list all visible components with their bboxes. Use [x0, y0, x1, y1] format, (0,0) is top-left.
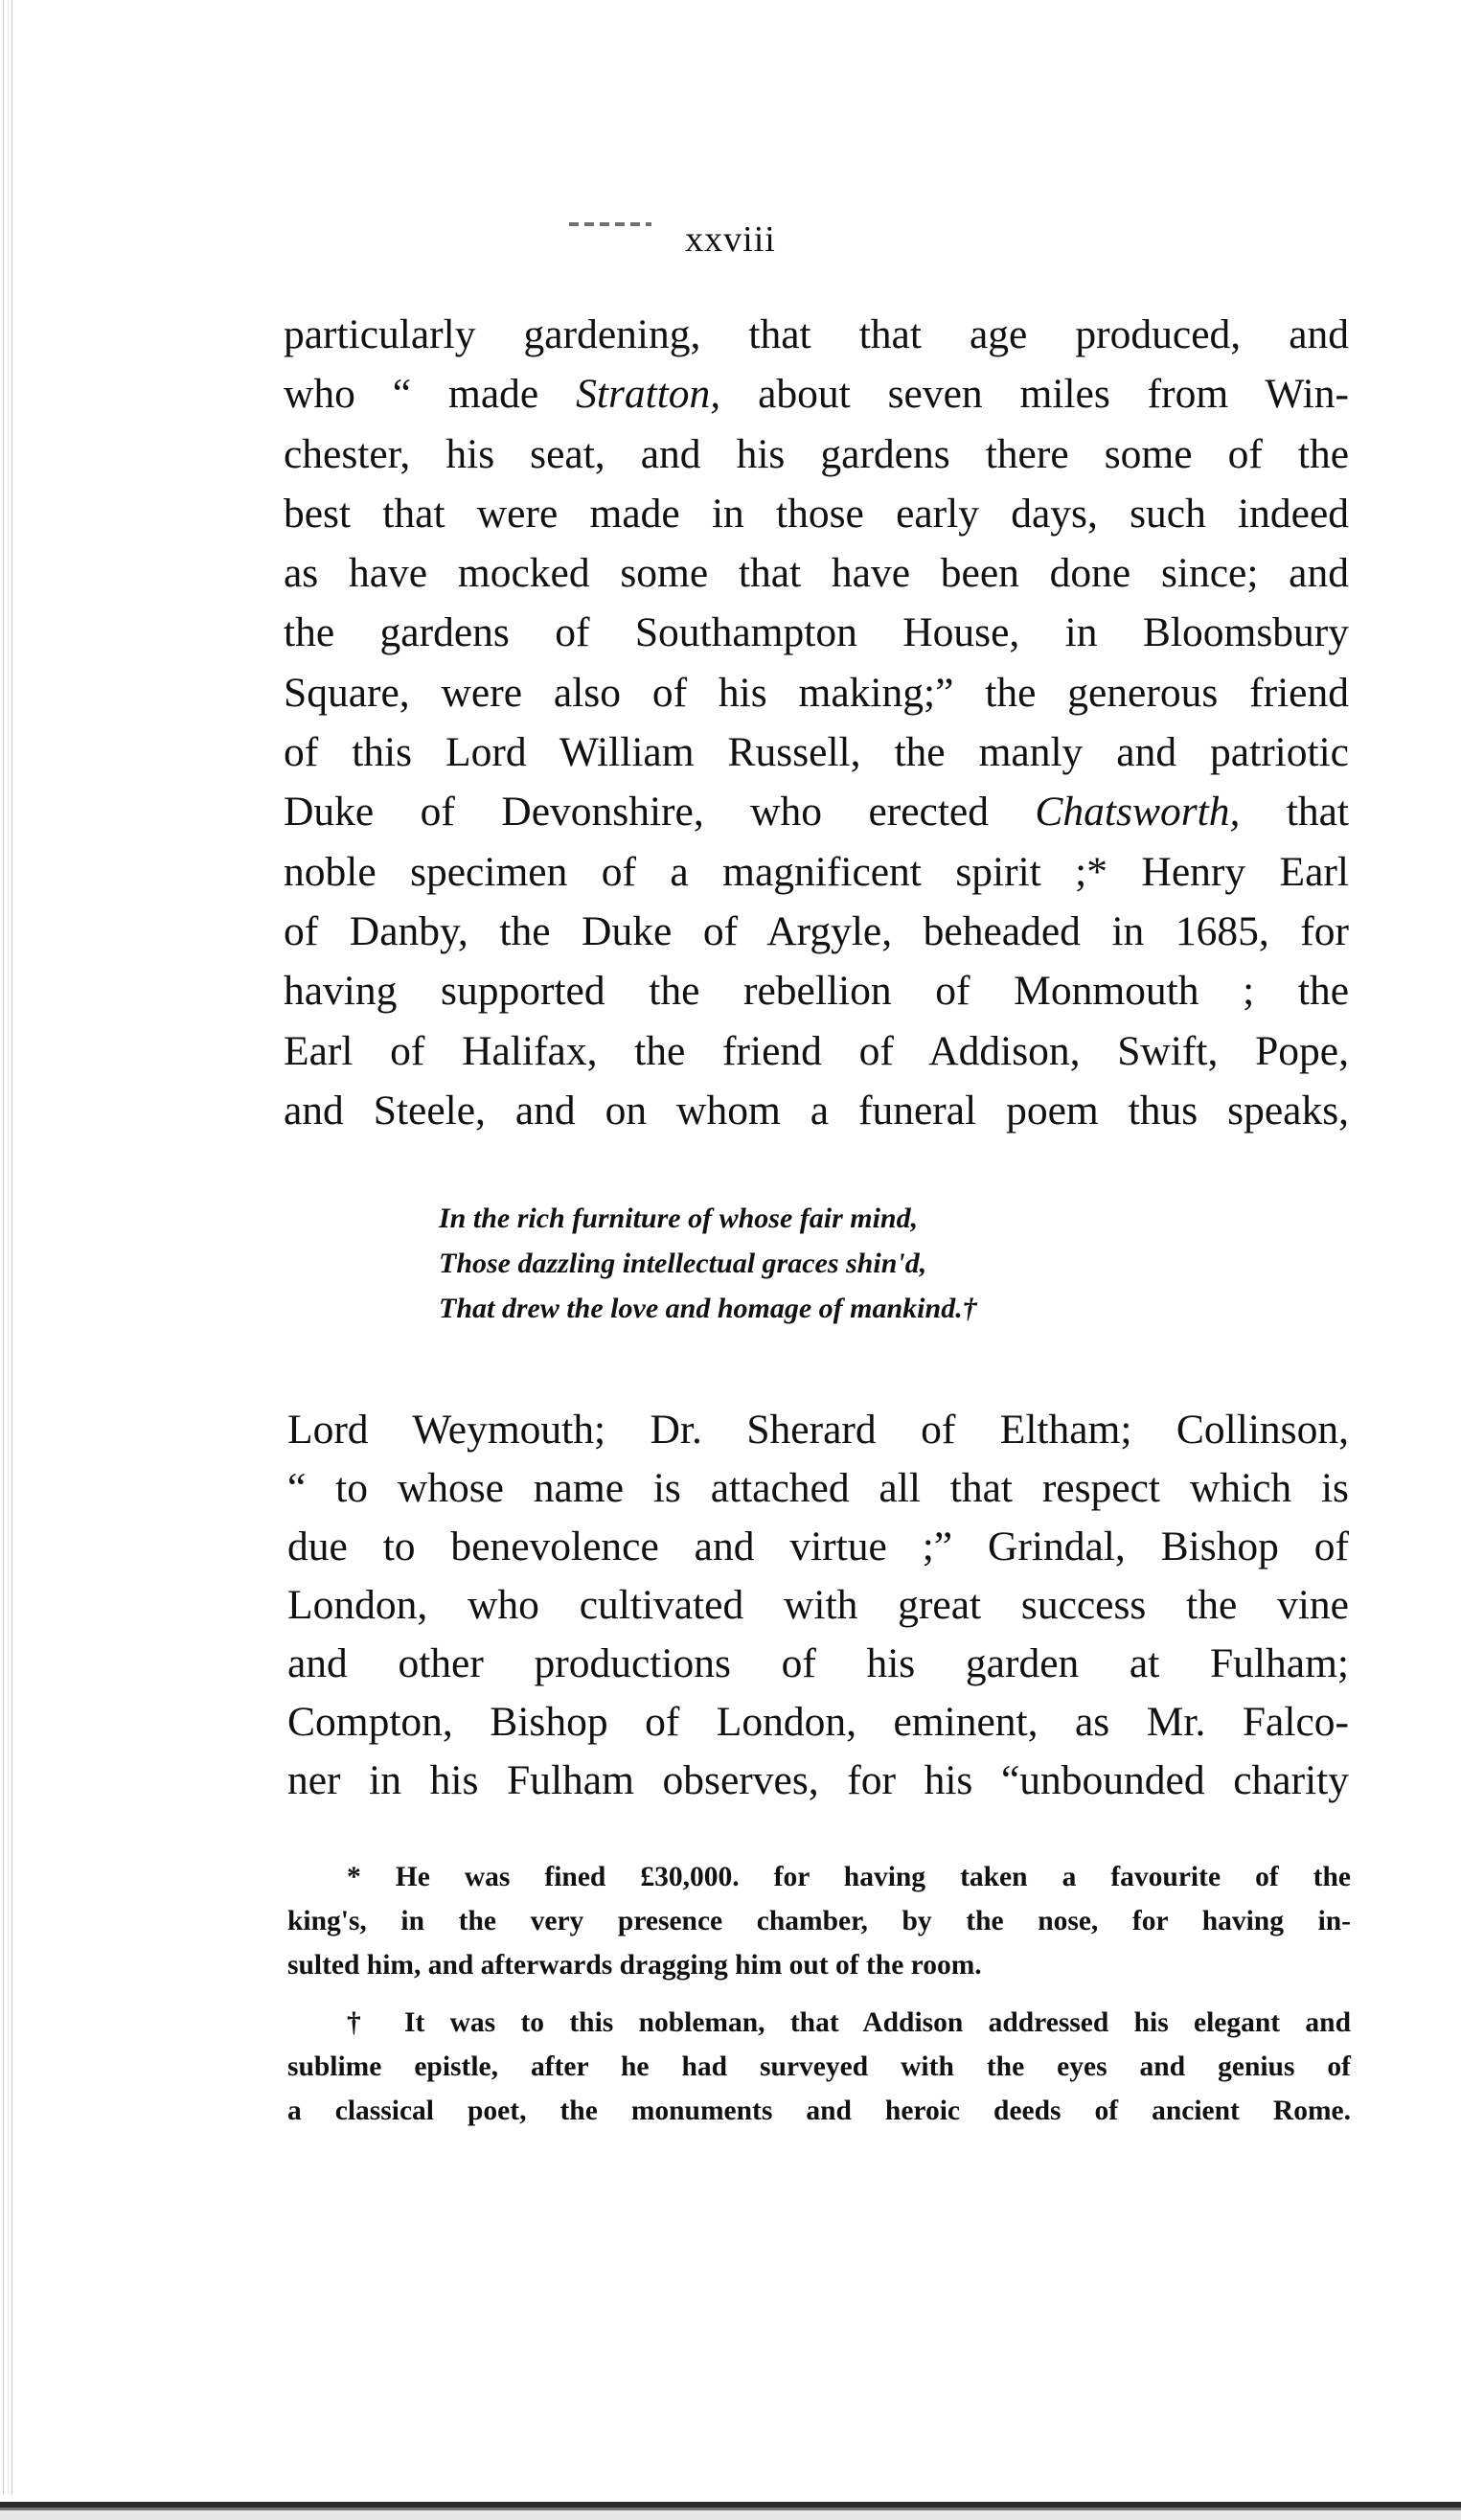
footnotes — [287, 1855, 1351, 2133]
body-line: and Steele, and on whom a funeral poem thus speaks, — [284, 1087, 1349, 1134]
body-line: “ to whose name is attached all that respect which is — [287, 1465, 1349, 1511]
footnote-line: * He was fined £30,000. for having taken a favourite of the — [347, 1862, 1351, 1892]
page-bottom-edge — [0, 2494, 1461, 2520]
body-line: having supported the rebellion of Monmouth ; the — [284, 968, 1349, 1015]
poem-line: Those dazzling intellectual graces shin'd, — [439, 1248, 927, 1279]
body-line: chester, his seat, and his gardens there some of the — [284, 430, 1349, 477]
footnote-line: sublime epistle, after he had surveyed with the eyes and genius of — [287, 2051, 1351, 2082]
page-left-edge-shadow — [0, 0, 13, 2520]
italic-place-name: Chatsworth, — [1035, 789, 1241, 836]
footnote-line: † It was to this nobleman, that Addison addressed his elegant and — [347, 2007, 1351, 2038]
body-line: the gardens of Southampton House, in Bloomsbury — [284, 609, 1349, 656]
footnote-line: king's, in the very presence chamber, by the nose, for having in- — [287, 1906, 1351, 1936]
body-line: noble specimen of a magnificent spirit ;* Henry Earl — [284, 848, 1349, 895]
footnote-gap — [287, 1987, 1351, 2001]
body-paragraph-1 — [284, 305, 1349, 1140]
body-line: who “ made Stratton, about seven miles from Win- — [284, 371, 1349, 418]
body-line: Lord Weymouth; Dr. Sherard of Eltham; Collinson, — [287, 1407, 1349, 1453]
body-line: Duke of Devonshire, who erected Chatsworth, that — [284, 789, 1350, 836]
body-line: best that were made in those early days, such indeed — [284, 490, 1349, 537]
body-line: London, who cultivated with great success the vine — [287, 1582, 1349, 1628]
body-line: due to benevolence and virtue ;” Grindal, Bishop of — [287, 1523, 1349, 1569]
body-line: as have mocked some that have been done since; and — [284, 550, 1349, 597]
body-line: Square, were also of his making;” the generous friend — [284, 669, 1349, 716]
body-line: Earl of Halifax, the friend of Addison, Swift, Pope, — [284, 1027, 1349, 1074]
footnote-line: sulted him, and afterwards dragging him out of the room. — [287, 1950, 982, 1981]
body-line: ner in his Fulham observes, for his “unbounded charity — [287, 1757, 1349, 1803]
body-line: Compton, Bishop of London, eminent, as Mr. Falco- — [287, 1699, 1349, 1745]
body-line: and other productions of his garden at Fulham; — [287, 1640, 1349, 1686]
body-line: of Danby, the Duke of Argyle, beheaded in 1685, for — [284, 907, 1349, 954]
body-paragraph-2 — [287, 1401, 1349, 1810]
body-line: of this Lord William Russell, the manly and patriotic — [284, 729, 1349, 776]
page-number: xxviii — [685, 219, 776, 260]
footnote-line: a classical poet, the monuments and heroic deeds of ancient Rome. — [287, 2096, 1351, 2126]
poem-quotation — [439, 1196, 1205, 1331]
body-line: particularly gardening, that that age produced, and — [284, 311, 1349, 357]
italic-place-name: Stratton, — [576, 371, 721, 418]
poem-line: In the rich furniture of whose fair mind, — [439, 1203, 919, 1234]
poem-line: That drew the love and homage of mankind.† — [439, 1293, 977, 1324]
